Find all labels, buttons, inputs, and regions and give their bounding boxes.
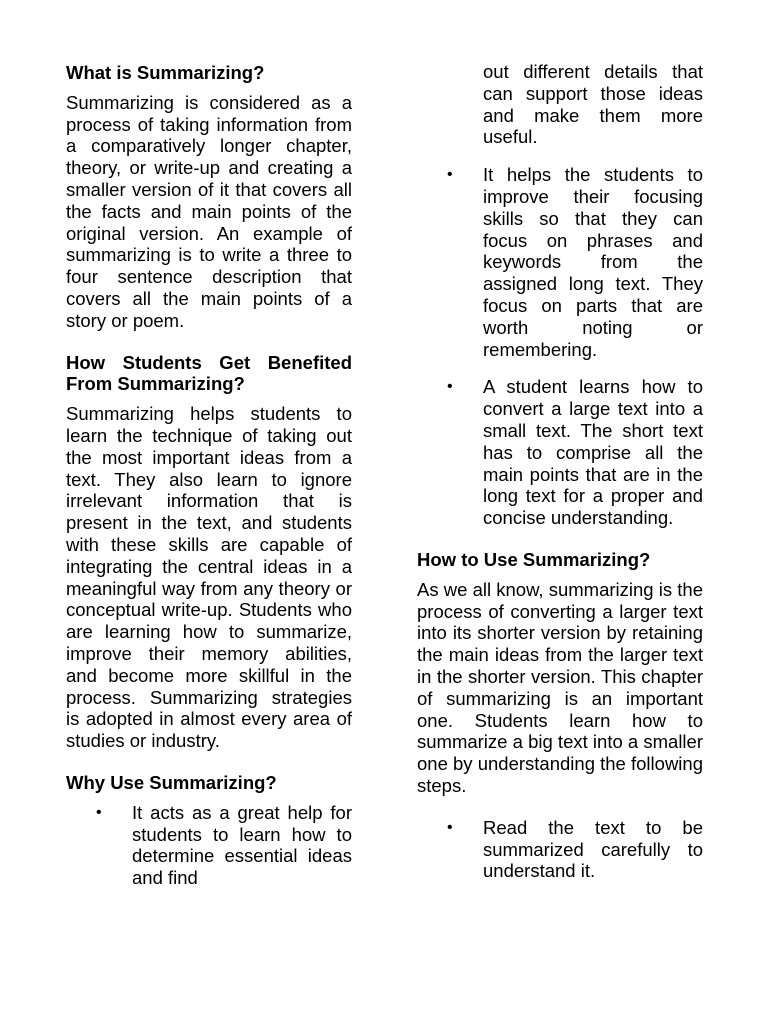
- right-column: [417, 61, 703, 882]
- heading-what-is-summarizing: What is Summarizing?: [66, 62, 265, 83]
- bullet-icon: •: [96, 803, 102, 821]
- bullet-icon: •: [447, 166, 453, 184]
- why-use-list-continued: [417, 164, 703, 529]
- paragraph-what-is-summarizing: Summarizing is considered as a process of taking information from a comparatively longer chapter, theory, or write-up and creating a smaller version of it that covers all the facts and main points of the original version. An example of summarizing is to write a three to four sentence description that covers all the main points of a story or poem.: [66, 91, 352, 331]
- list-item-text: It acts as a great help for students to learn how to determine essential ideas and find: [132, 801, 352, 889]
- left-column: [66, 62, 352, 889]
- list-item: [447, 816, 703, 882]
- list-item: [96, 801, 352, 889]
- why-use-list: [66, 802, 352, 889]
- list-item-text: It helps the students to improve their focusing skills so that they can focus on phrases and keywords from the assigned long text. They focus on parts that are worth noting or remembering.: [483, 164, 703, 360]
- heading-how-students-benefit: How Students Get Benefited From Summarizing?: [66, 351, 352, 395]
- steps-list: [417, 817, 703, 882]
- paragraph-how-to-use-summarizing: As we all know, summarizing is the process of converting a larger text into its shorter version by retaining the main ideas from the larger text in the shorter version. This chapter of summarizing is an important one. Students learn how to summarize a big text into a smaller one by understanding the following steps.: [417, 578, 703, 796]
- bullet-icon: •: [447, 818, 453, 836]
- heading-why-use-summarizing: Why Use Summarizing?: [66, 771, 277, 793]
- list-item-continuation: out different details that can support those ideas and make them more useful.: [483, 61, 703, 148]
- list-item-text: Read the text to be summarized carefully to understand it.: [483, 816, 703, 882]
- bullet-icon: •: [447, 378, 453, 396]
- heading-how-to-use-summarizing: How to Use Summarizing?: [417, 548, 651, 570]
- list-item-text: A student learns how to convert a large text into a small text. The short text has to comprise all the main points that are in the long text for a proper and concise understanding.: [483, 376, 703, 529]
- list-item: [447, 376, 703, 529]
- list-item: [447, 164, 703, 360]
- paragraph-how-students-benefit: Summarizing helps students to learn the technique of taking out the most important ideas from a text. They also learn to ignore irrelevant information that is present in the text, and students with these skills are capable of integrating the central ideas in a meaningful way from any theory or conceptual write-up. Students who are learning how to summarize, improve their memory abilities, and become more skillful in the process. Summarizing strategies is adopted in almost every area of studies or industry.: [66, 403, 352, 752]
